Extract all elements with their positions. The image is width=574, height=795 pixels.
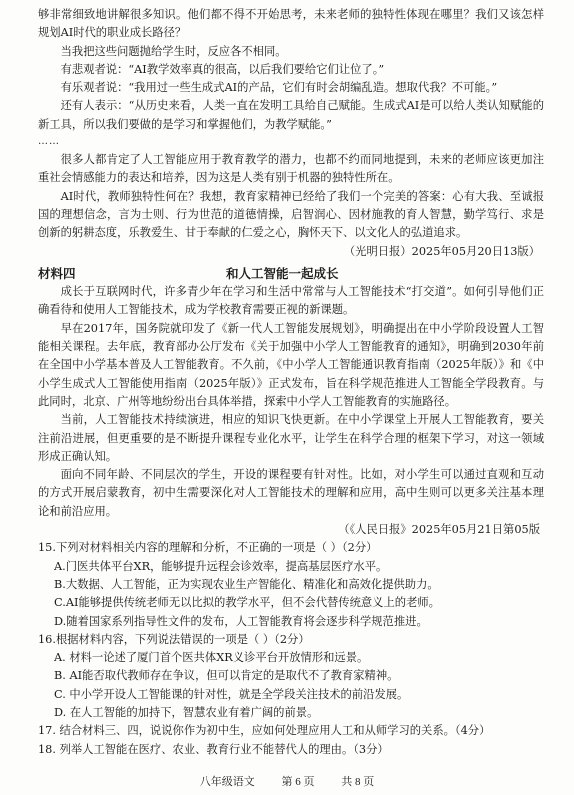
question-18: 18. 列举人工智能在医疗、农业、教育行业不能替代人的理由。（3分） bbox=[38, 742, 389, 756]
intro-paragraph: AI时代，教师独特性何在？我想，教育家精神已经给了我们一个完美的答案：心有大我、至诚报国的理想信念，言为士则、行为世范的道德情操，启智润心、因材施教的育人智慧，勤学笃行、求是创新的躬耕态度，乐教爱生、甘于奉献的仁爱之心，胸怀天下、以文化人的弘道追求。 bbox=[38, 189, 544, 240]
option-d: D.随着国家系列指导性文件的发布，人工智能教育将会逐步科学规范推进。 bbox=[54, 614, 428, 628]
question-15-options bbox=[38, 558, 544, 631]
option-c: C. 中小学开设人工智能课的针对性，就是全学段关注技术的前沿发展。 bbox=[54, 687, 409, 701]
footer-page-number: 第 6 页 bbox=[281, 776, 315, 788]
material-heading bbox=[38, 265, 544, 283]
intro-paragraph-continued: 够非常细致地讲解很多知识。他们都不得不开始思考，未来老师的独特性体现在哪里？我们又该怎样规划AI时代的职业成长路径？ bbox=[38, 8, 544, 40]
material-title: 和人工智能一起成长 bbox=[226, 265, 339, 281]
footer-subject: 八年级语文 bbox=[199, 776, 255, 788]
option-c: C.AI能够提供传统老师无以比拟的教学水平，但不会代替传统意义上的老师。 bbox=[54, 596, 440, 610]
intro-paragraph: 很多人都肯定了人工智能应用于教育教学的潜力，也都不约而同地提到，未来的老师应该更加注重社会情感能力的表达和培养，因为这是人类有别于机器的独特性所在。 bbox=[38, 153, 544, 185]
third-view-quote: 还有人表示：“从历史来看，人类一直在发明工具给自己赋能。生成式AI是可以给人类认知赋能的新工具，所以我们要做的是学习和掌握他们，为教学赋能。” bbox=[38, 99, 544, 131]
pessimist-quote: 有悲观者说：“AI教学效率真的很高，以后我们要给它们让位了。” bbox=[60, 62, 385, 76]
material-paragraph: 成长于互联网时代，许多青少年在学习和生活中常常与人工智能技术“打交道”。如何引导他们正确看待和使用人工智能技术，成为学校教育需要正视的新课题。 bbox=[38, 285, 544, 317]
source-citation: （《人民日报》2025年05月21日第05版 bbox=[338, 523, 540, 537]
question-16-stem: 16.根据材料内容，下列说法错误的一项是（ ）（2分） bbox=[38, 632, 310, 646]
question-17: 17. 结合材料三、四，说说你作为初中生，应如何处理应用人工和从师学习的关系。（4分） bbox=[38, 724, 491, 738]
option-d: D. 在人工智能的加持下，智慧农业有着广阔的前景。 bbox=[54, 705, 319, 719]
page-footer bbox=[0, 773, 574, 789]
material-label: 材料四 bbox=[38, 265, 76, 281]
material-paragraph: 早在2017年，国务院就印发了《新一代人工智能发展规划》，明确提出在中小学阶段设置人工智能相关课程。去年底，教育部办公厅发布《关于加强中小学人工智能教育的通知》，明确到2030年前在全国中小学基本普及人工智能教育。不久前，《中小学人工智能通识教育指南（2025年版）》和《中小学生成式人工智能使用指南（2025年版）》正式发布，旨在科学规范推进人工智能全学段教育。与此同时，北京、广州等地纷纷出台具体举措，探索中小学人工智能教育的实施路径。 bbox=[38, 321, 544, 408]
source-citation: （光明日报）2025年05月20日13版） bbox=[343, 244, 540, 258]
footer-total-pages: 共 8 页 bbox=[341, 776, 375, 788]
option-b: B.大数据、人工智能，正为实现农业生产智能化、精准化和高效化提供助力。 bbox=[54, 577, 439, 591]
intro-paragraph: 当我把这些问题抛给学生时，反应各不相同。 bbox=[60, 44, 287, 58]
question-15-stem: 15.下列对材料相关内容的理解和分析，不正确的一项是（ ）（2分） bbox=[38, 541, 378, 555]
optimist-quote: 有乐观者说：“我用过一些生成式AI的产品，它们有时会胡编乱造。想取代我？不可能。” bbox=[60, 81, 498, 95]
option-b: B. AI能否取代教师存在争议，但可以肯定的是取代不了教育家精神。 bbox=[54, 669, 399, 683]
material-paragraph: 当前，人工智能技术持续演进，相应的知识飞快更新。在中小学课堂上开展人工智能教育，要关注前沿进展，但更重要的是不断提升课程专业化水平，让学生在科学合理的框架下学习，对这一领域形成正确认知。 bbox=[38, 413, 544, 463]
ellipsis-separator: …… bbox=[38, 136, 60, 148]
option-a: A. 材料一论述了厦门首个医共体XR义诊平台开放情形和远景。 bbox=[54, 651, 369, 665]
material-paragraph: 面向不同年龄、不同层次的学生，开设的课程要有针对性。比如，对小学生可以通过直观和互动的方式开展启蒙教育，初中生需要深化对人工智能技术的理解和应用，高中生则可以更多关注基本理论和前沿应用。 bbox=[38, 468, 544, 518]
question-16-options bbox=[38, 649, 544, 722]
option-a: A.门医共体平台XR，能够提升远程会诊效率，提高基层医疗水平。 bbox=[54, 559, 388, 573]
